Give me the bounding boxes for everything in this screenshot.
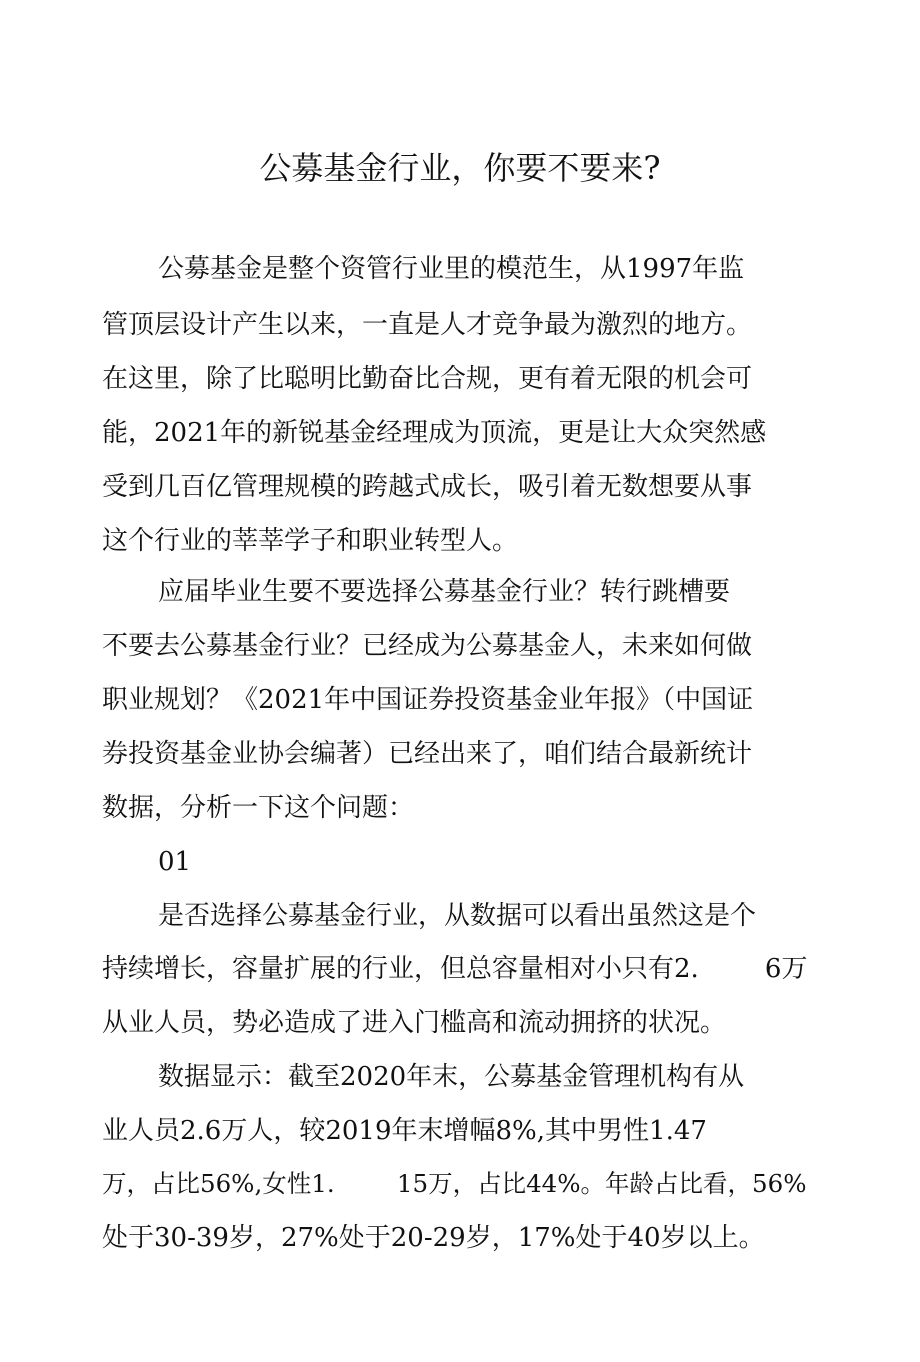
paragraph-line: 处于30-39岁，27%处于20-29岁，17%处于40岁以上。 [102,1223,765,1253]
paragraph-line: 数据显示：截至2020年末，公募基金管理机构有从 [158,1062,745,1092]
paragraph-line: 在这里，除了比聪明比勤奋比合规，更有着无限的机会可 [102,364,753,394]
document-title: 公募基金行业，你要不要来? [259,149,661,187]
paragraph-line: 职业规划？《2021年中国证券投资基金业年报》（中国证 [102,685,754,715]
paragraph-line: 管顶层设计产生以来，一直是人才竞争最为激烈的地方。 [102,310,753,340]
paragraph-line: 受到几百亿管理规模的跨越式成长，吸引着无数想要从事 [102,472,753,502]
paragraph-line: 数据，分析一下这个问题： [102,793,415,823]
paragraph-line: 是否选择公募基金行业，从数据可以看出虽然这是个 [158,901,757,931]
paragraph-line: 业人员2.6万人，较2019年末增幅8%,其中男性1.47 [102,1116,707,1146]
section-number: 01 [158,847,192,877]
paragraph-line: 这个行业的莘莘学子和职业转型人。 [102,526,519,556]
paragraph-line: 公募基金是整个资管行业里的模范生，从1997年监 [158,254,745,284]
paragraph-line: 券投资基金业协会编著）已经出来了，咱们结合最新统计 [102,739,753,769]
paragraph-line: 从业人员，势必造成了进入门槛高和流动拥挤的状况。 [102,1008,727,1038]
paragraph-line: 能，2021年的新锐基金经理成为顶流，更是让大众突然感 [102,418,767,448]
paragraph-line: 应届毕业生要不要选择公募基金行业？转行跳槽要 [158,577,731,607]
paragraph-line: 不要去公募基金行业？已经成为公募基金人，未来如何做 [102,631,753,661]
paragraph-line: 万，占比56%,女性1. 15万，占比44%。年龄占比看，56% [102,1169,807,1198]
paragraph-line: 持续增长，容量扩展的行业，但总容量相对小只有2. 6万 [102,954,808,984]
